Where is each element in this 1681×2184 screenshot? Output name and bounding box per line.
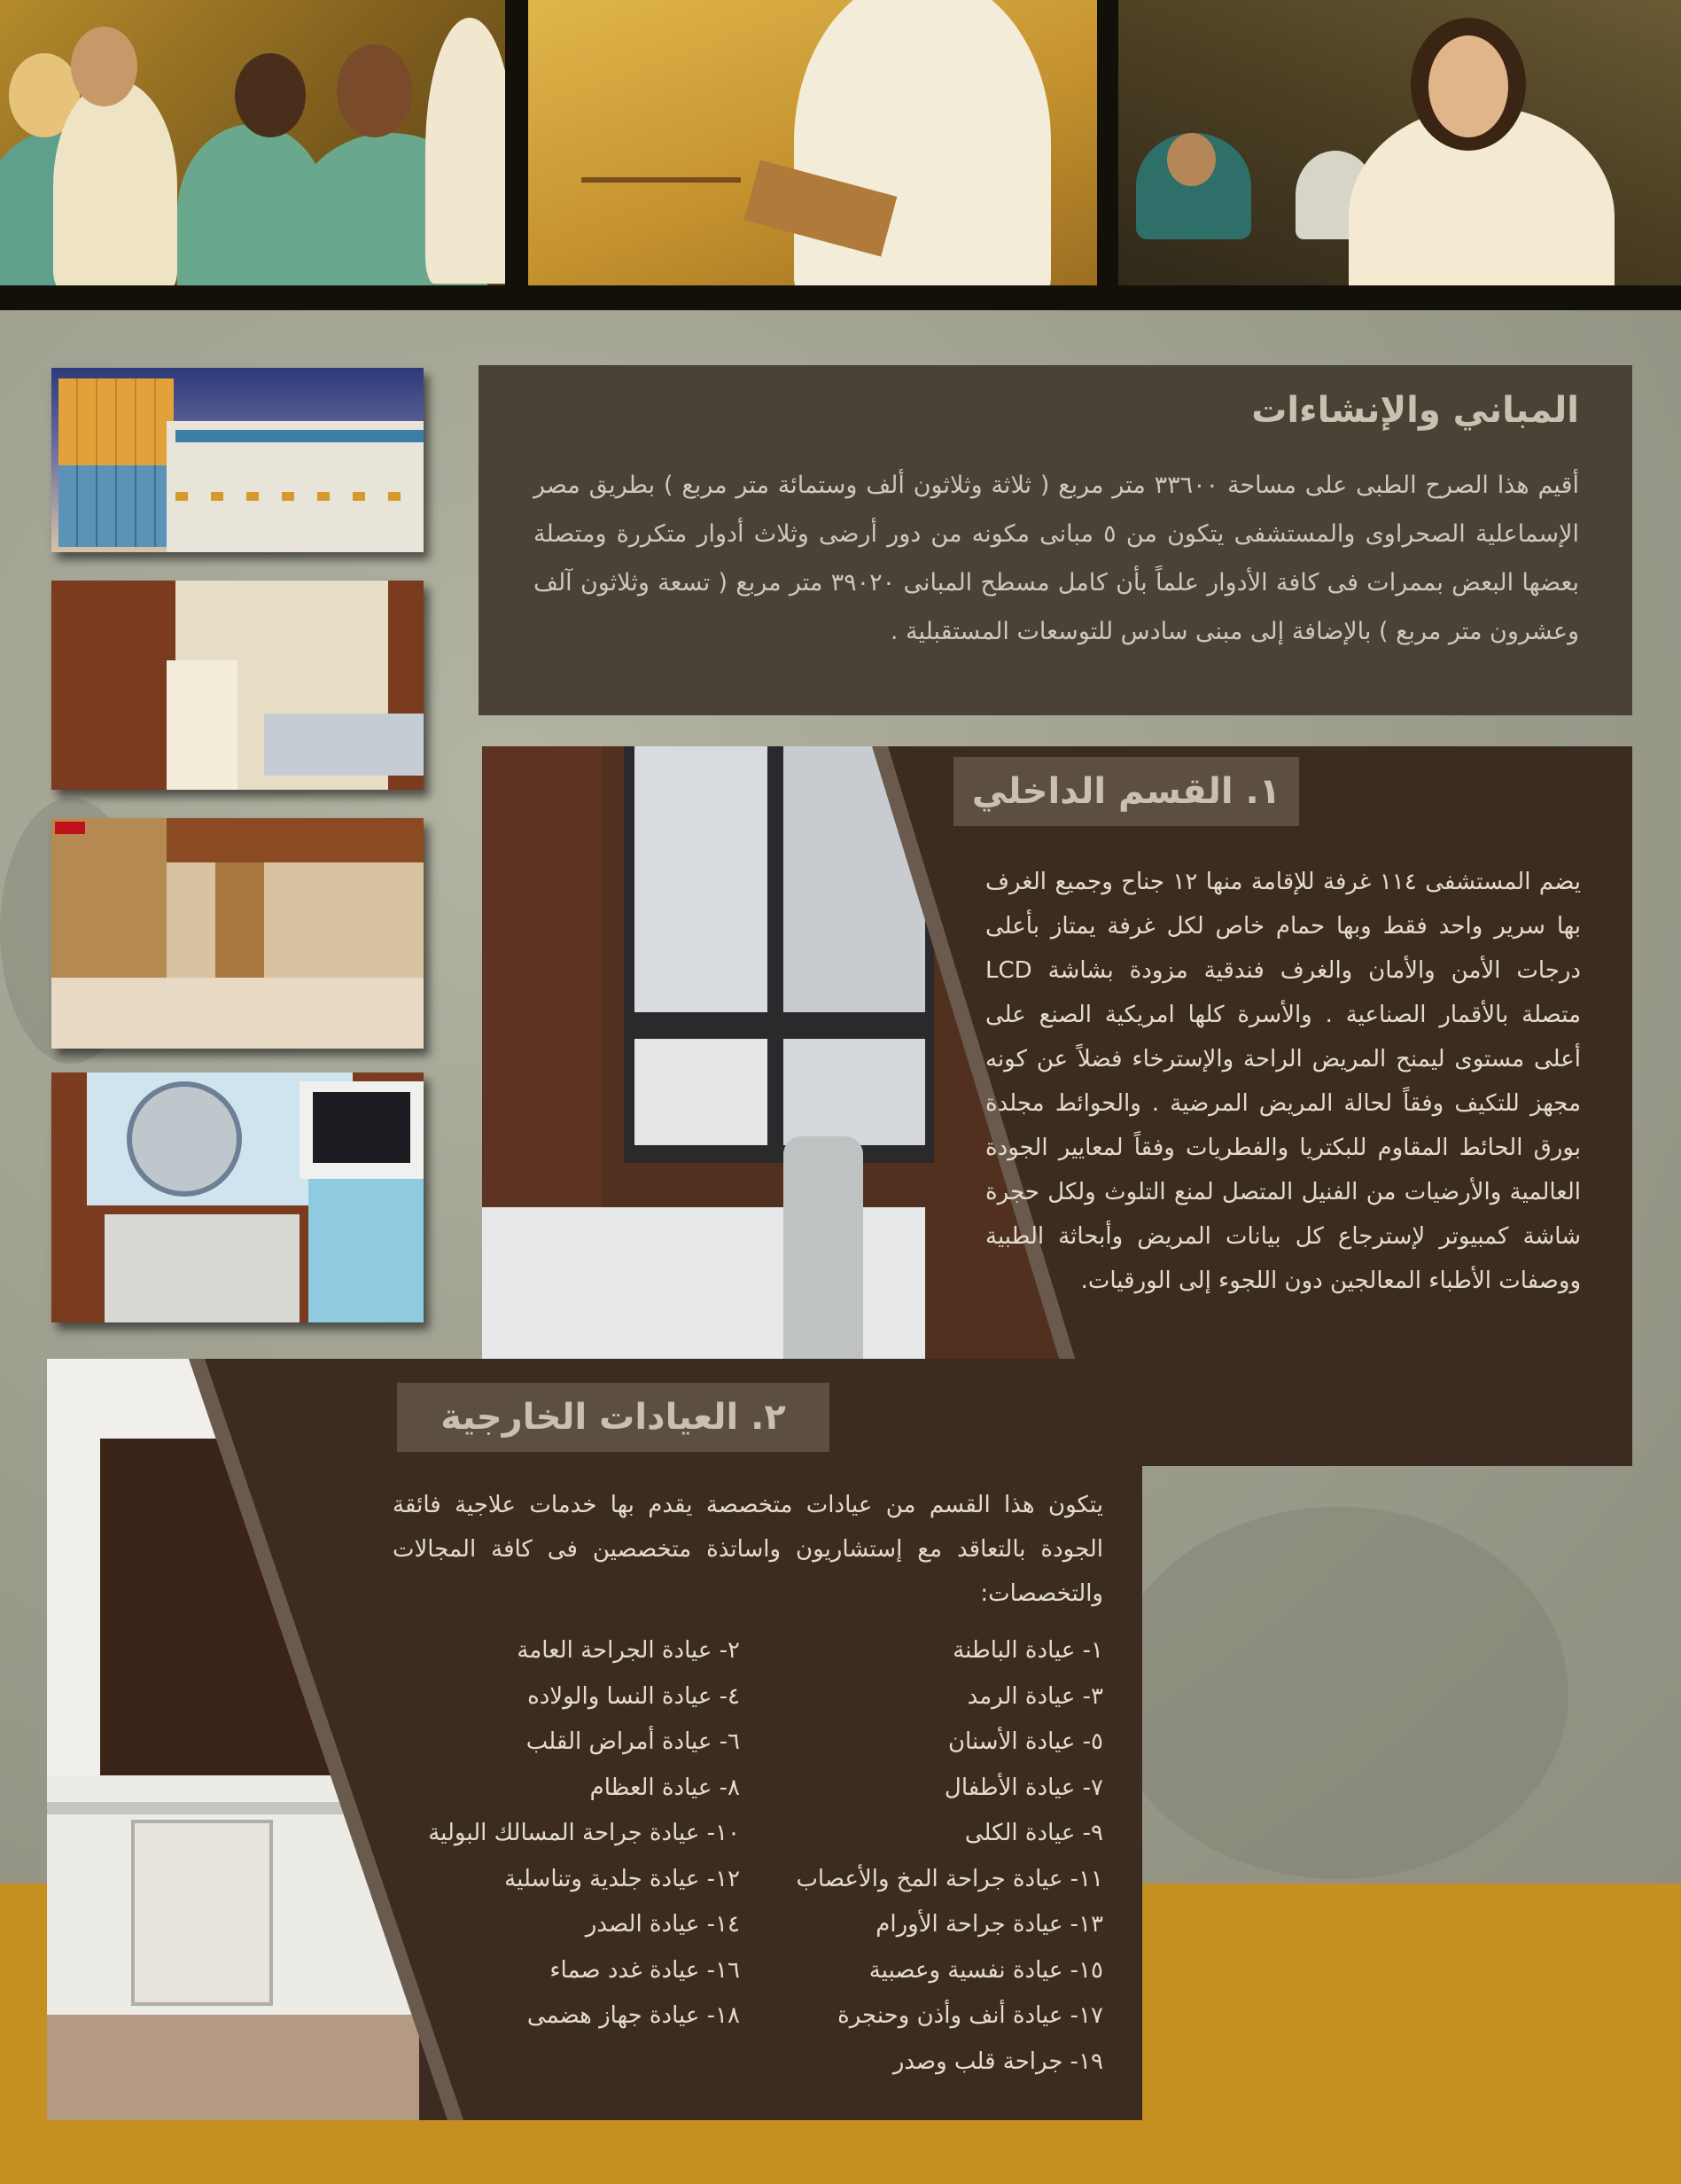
hospital-building-photo — [51, 368, 424, 552]
list-item: ١٨- عيادة جهاز هضمى — [526, 2002, 740, 2029]
inpatient-title: ١. القسم الداخلي — [953, 757, 1299, 826]
outpatient-title: ٢. العيادات الخارجية — [397, 1383, 829, 1452]
list-item: ١- عيادة الباطنة — [953, 1637, 1103, 1664]
list-item: ١٥- عيادة نفسية وعصبية — [868, 1956, 1103, 1984]
doctors-group-photo — [0, 0, 505, 285]
patient-room-photo — [51, 581, 424, 790]
hospital-corridor-photo — [51, 818, 424, 1049]
operating-room-photo — [51, 1072, 424, 1322]
inpatient-description: يضم المستشفى ١١٤ غرفة للإقامة منها ١٢ جناح وجميع الغرف بها سرير واحد فقط وبها حمام خاص لكل غرفة يمتاز بأعلى درجات الأمن والأمان والغرف فندقية مزودة بشاشة LCD متصلة بالأقمار الصناعية . والأسرة كلها امريكية الصنع على أعلى مستوى ليمنح المريض الراحة والإسترخاء فضلاً عن كونه مجهز للتكيف وفقاً لحالة المريض المرضية . والحوائط مجلدة بورق الحائط المقاوم للبكتريا والفطريات وفقاً لمعايير الجودة العالمية والأرضيات من الفنيل المتصل لمنع التلوث ولكل حجرة شاشة كمبيوتر لإسترجاع كل بيانات المريض وأبحاثة الطبية ووصفات الأطباء المعالجين دون اللجوء إلى الورقيات. — [985, 869, 1582, 1294]
list-item: ٣- عيادة الرمد — [967, 1682, 1103, 1710]
list-item: ١٦- عيادة غدد صماء — [549, 1956, 740, 1984]
outpatient-description: يتكون هذا القسم من عيادات متخصصة يقدم بها خدمات علاجية فائقة الجودة بالتعاقد مع إستشاريون واساتذة متخصصين فى كافة المجالات والتخصصات: — [393, 1492, 1103, 1607]
header-photo-banner — [0, 0, 1681, 310]
list-item: ١١- عيادة جراحة المخ والأعصاب — [796, 1865, 1103, 1892]
list-item: ١٠- عيادة جراحة المسالك البولية — [428, 1820, 740, 1846]
list-item: ٤- عيادة النسا والولاده — [527, 1682, 740, 1710]
list-item: ٧- عيادة الأطفال — [944, 1774, 1103, 1801]
list-item: ١٢- عيادة جلدية وتناسلية — [504, 1865, 740, 1892]
female-doctor-photo — [1118, 0, 1681, 285]
list-item: ٩- عيادة الكلى — [964, 1820, 1103, 1846]
buildings-description: أقيم هذا الصرح الطبى على مساحة ٣٣٦٠٠ متر مربع ( ثلاثة وثلاثون ألف وستمائة متر مربع ) بطريق مصر الإسماعلية الصحراوى والمستشفى يتكون من ٥ مبانى مكونه من دور أرضى وثلاث أدوار متكررة ومتصلة بعضها البعض بممرات فى كافة الأدوار علماً بأن كامل مسطح المبانى ٣٩٠٢٠ متر مربع ( تسعة وثلاثون آلف وعشرون متر مربع ) بالإضافة إلى مبنى سادس للتوسعات المستقبلية . — [533, 472, 1579, 645]
list-item: ٦- عيادة أمراض القلب — [525, 1728, 740, 1755]
list-item: ٨- عيادة العظام — [589, 1774, 740, 1801]
clinic-list — [385, 1628, 1103, 2085]
list-item: ١٣- عيادة جراحة الأورام — [876, 1911, 1103, 1938]
background-decoration — [1108, 1507, 1568, 1879]
list-item: ٥- عيادة الأسنان — [947, 1728, 1103, 1755]
list-item: ٢- عيادة الجراحة العامة — [517, 1637, 740, 1664]
list-item: ١٩- جراحة قلب وصدر — [892, 2048, 1103, 2075]
outpatient-section — [47, 1359, 1142, 2120]
buildings-section — [479, 365, 1632, 715]
buildings-title: المباني والإنشاءات — [1251, 390, 1579, 431]
doctor-with-tablet-photo — [528, 0, 1097, 285]
list-item: ١٧- عيادة أنف وأذن وحنجرة — [837, 2002, 1103, 2029]
list-item: ١٤- عيادة الصدر — [585, 1911, 740, 1938]
